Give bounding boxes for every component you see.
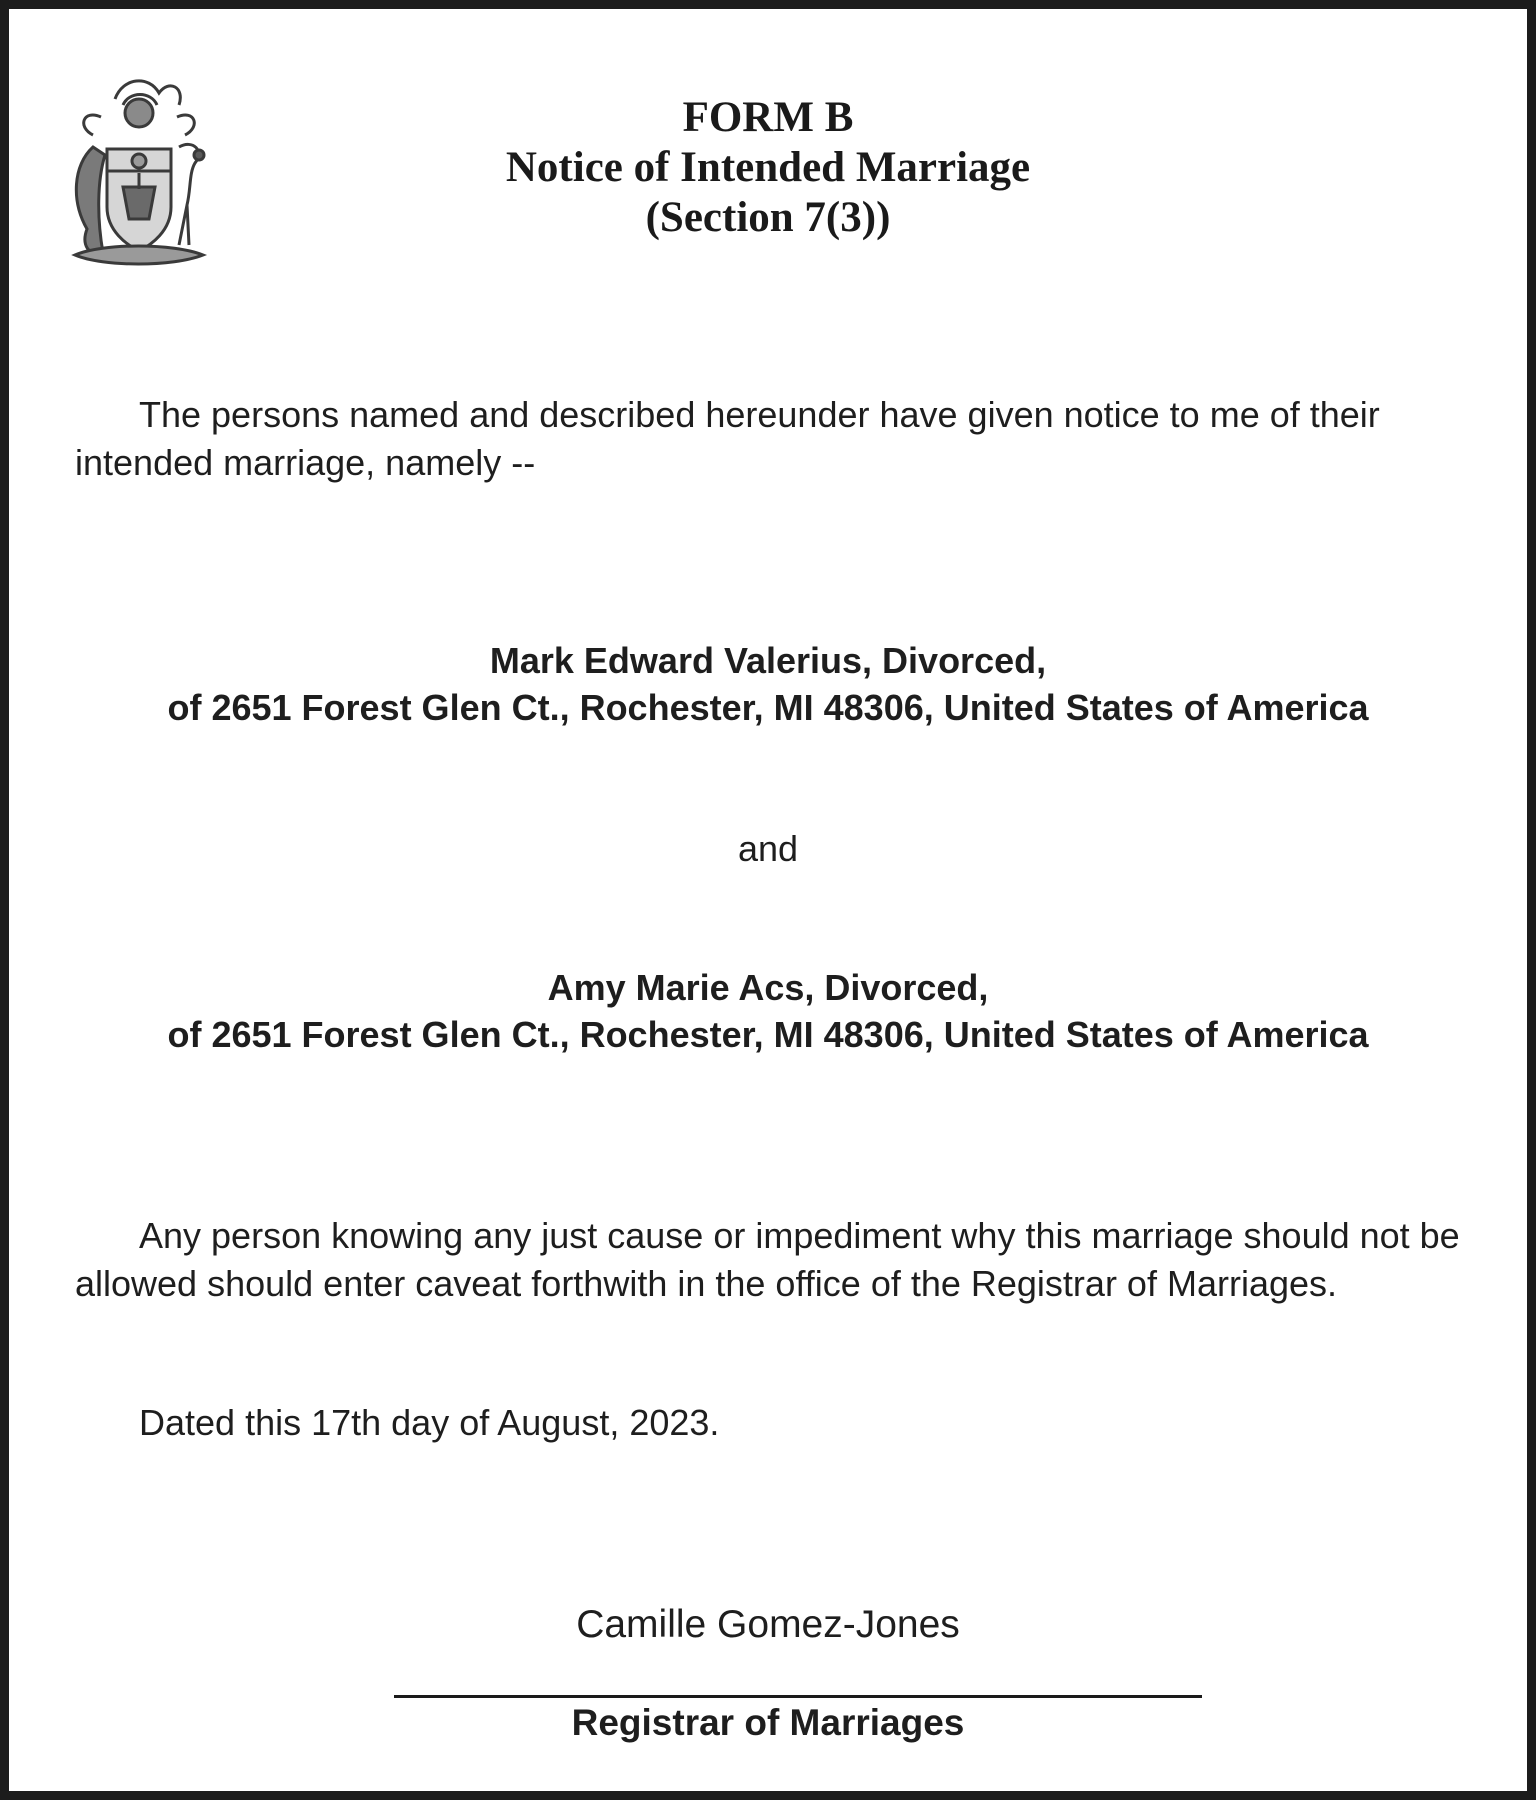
form-title: Notice of Intended Marriage [505, 144, 1031, 191]
party-address: of 2651 Forest Glen Ct., Rochester, MI 48306, United States of America [167, 1014, 1369, 1055]
form-section: (Section 7(3)) [645, 194, 891, 241]
party-groom [9, 637, 1527, 731]
signer-name: Camille Gomez-Jones [576, 1603, 960, 1646]
signature-line [394, 1695, 1202, 1698]
party-bride [9, 964, 1527, 1058]
conjunction-text: and [737, 828, 799, 869]
form-header [9, 93, 1527, 243]
caveat-paragraph: Any person knowing any just cause or impediment why this marriage should not be allowed should enter caveat forthwith in the office of the Registrar of Marriages. [75, 1215, 1460, 1304]
intro-paragraph: The persons named and described hereunder have given notice to me of their intended marriage, namely -- [75, 394, 1380, 483]
party-name: Amy Marie Acs, Divorced, [547, 967, 989, 1008]
party-address: of 2651 Forest Glen Ct., Rochester, MI 48306, United States of America [167, 687, 1369, 728]
dated-line: Dated this 17th day of August, 2023. [139, 1402, 720, 1443]
signer-title: Registrar of Marriages [571, 1702, 965, 1743]
party-name: Mark Edward Valerius, Divorced, [489, 640, 1047, 681]
form-label: FORM B [682, 94, 854, 141]
